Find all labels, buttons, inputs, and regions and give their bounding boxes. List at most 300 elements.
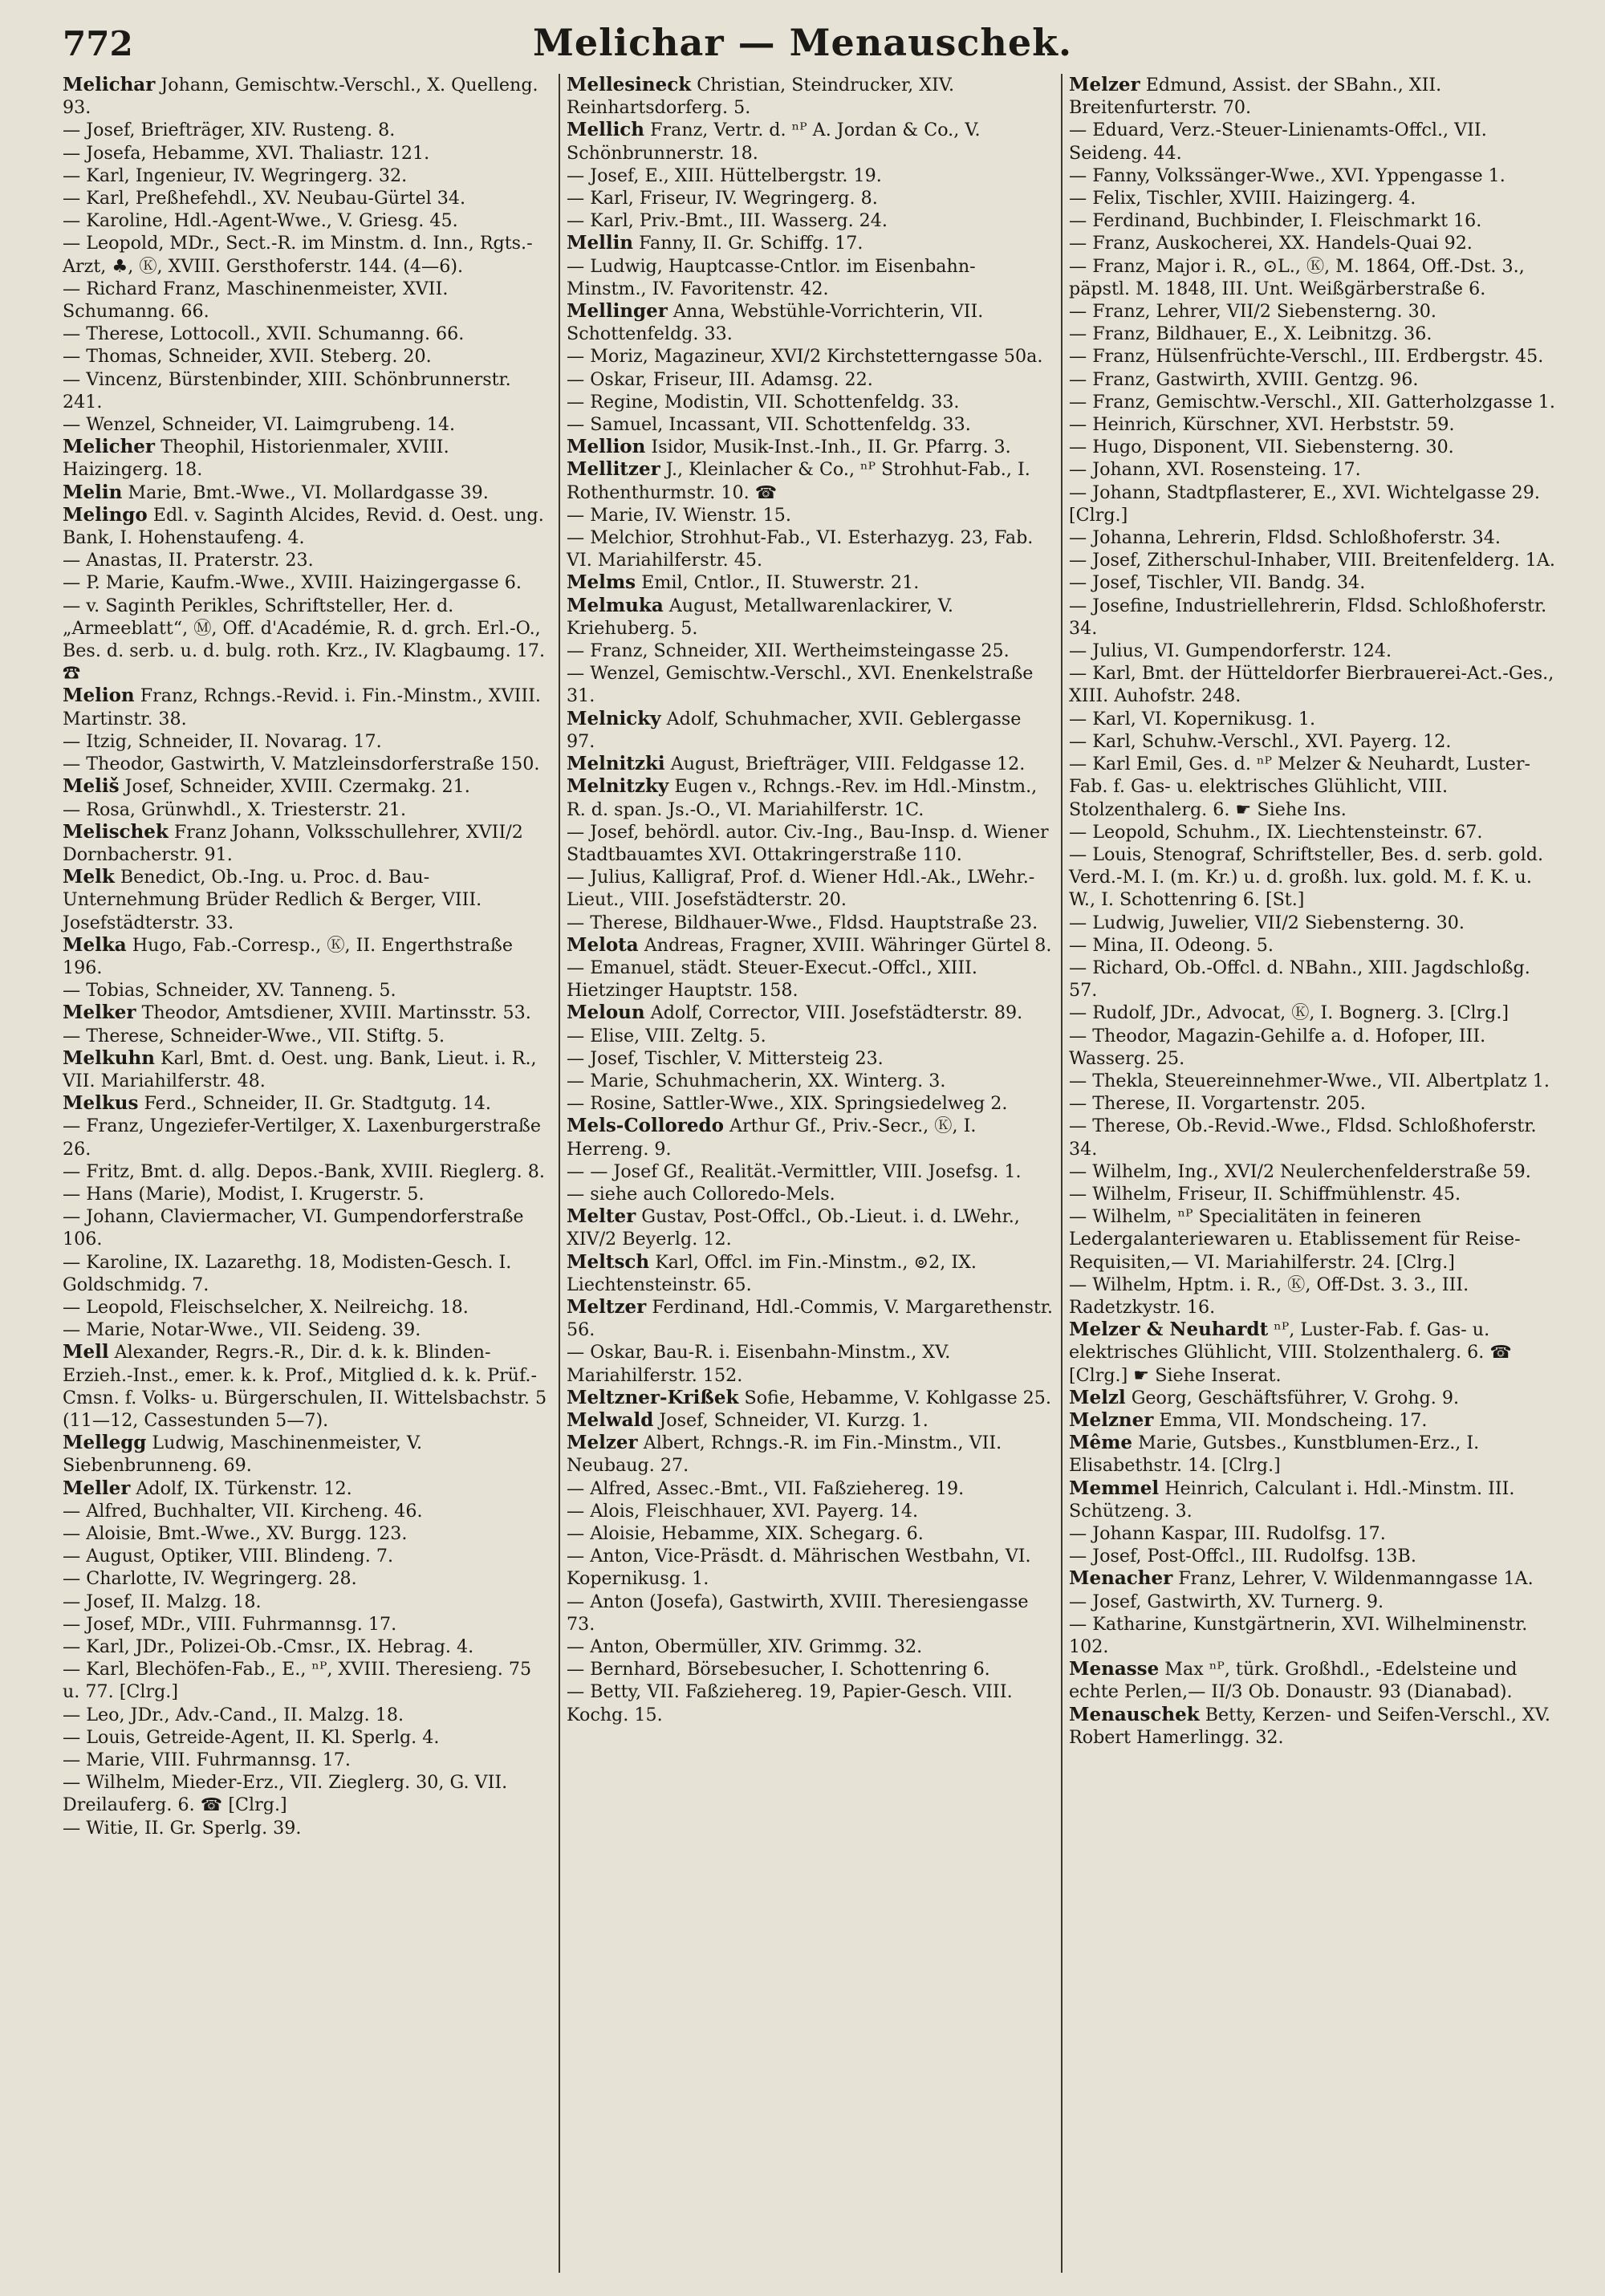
entry-text: — Rudolf, JDr., Advocat, Ⓚ, I. Bognerg. 3. [Clrg.] [1069, 1002, 1510, 1024]
entry-surname: Melingo [63, 503, 148, 526]
running-title: Melichar — Menauschek. [532, 21, 1073, 64]
directory-entry [567, 1477, 1054, 1500]
directory-entry [567, 1522, 1054, 1545]
entry-text: — Josef, MDr., VIII. Fuhrmannsg. 17. [63, 1613, 397, 1635]
entry-text: — Marie, Schuhmacherin, XX. Winterg. 3. [567, 1070, 946, 1091]
directory-entry [567, 1092, 1054, 1115]
entry-surname: Mellion [567, 436, 646, 458]
directory-entry [567, 255, 1054, 300]
entry-text: — Franz, Gastwirth, XVIII. Gentzg. 96. [1069, 368, 1419, 390]
entry-text: — Julius, VI. Gumpendorferstr. 124. [1069, 640, 1392, 662]
entry-text: Ferdinand, Hdl.-Commis, V. Margarethenstr. 56. [567, 1296, 1053, 1341]
entry-text: Georg, Geschäftsführer, V. Grohg. 9. [1125, 1387, 1460, 1408]
entry-text: — Tobias, Schneider, XV. Tanneng. 5. [63, 980, 396, 1002]
entry-text: — Karl, Schuhw.-Verschl., XVI. Payerg. 12. [1069, 730, 1452, 752]
page-number: 772 [63, 24, 133, 63]
directory-entry [567, 1115, 1054, 1160]
directory-entry [567, 1545, 1054, 1590]
entry-surname: Mellin [567, 232, 634, 254]
directory-entry [63, 1296, 552, 1319]
directory-entry [63, 549, 552, 571]
entry-text: — Johann, Claviermacher, VI. Gumpendorferstraße 106. [63, 1206, 524, 1250]
entry-surname: Melker [63, 1002, 136, 1024]
entry-surname: Melkuhn [63, 1046, 155, 1069]
entry-text: — Franz, Bildhauer, E., X. Leibnitzg. 36. [1069, 323, 1432, 345]
directory-entry [1069, 1092, 1557, 1115]
directory-entry [63, 821, 552, 866]
directory-entry [567, 912, 1054, 934]
entry-text: Josef, Schneider, VI. Kurzg. 1. [653, 1409, 928, 1431]
entry-surname: Melnicky [567, 707, 661, 729]
entry-text: — Anton, Obermüller, XIV. Grimmg. 32. [567, 1636, 923, 1658]
entry-text: — Itzig, Schneider, II. Novarag. 17. [63, 730, 382, 752]
entry-text: Ludwig, Maschinenmeister, V. Siebenbrunneng. 69. [63, 1432, 423, 1477]
entry-text: J., Kleinlacher & Co., ⁿᴾ Strohhut-Fab., I. Rothenthurmstr. 10. ☎ [567, 459, 1030, 503]
directory-entry [1069, 345, 1557, 368]
entry-surname: Melion [63, 685, 135, 707]
directory-entry [1069, 436, 1557, 458]
directory-entry [1069, 323, 1557, 345]
entry-text: Emma, VII. Mondscheing. 17. [1153, 1409, 1428, 1431]
directory-entry [1069, 1704, 1557, 1749]
directory-entry [567, 595, 1054, 640]
directory-entry [567, 640, 1054, 662]
directory-entry [567, 1025, 1054, 1047]
directory-entry [567, 1047, 1054, 1070]
entry-surname: Mellesineck [567, 74, 692, 95]
directory-entry [567, 526, 1054, 571]
directory-entry [1069, 912, 1557, 934]
directory-entry [567, 187, 1054, 209]
directory-entry [1069, 119, 1557, 164]
entry-surname: Mellinger [567, 300, 668, 323]
directory-entry [567, 413, 1054, 436]
entry-surname: Melicher [63, 436, 156, 458]
directory-entry [567, 571, 1054, 594]
entry-text: — Therese, Ob.-Revid.-Wwe., Fldsd. Schloßhoferstr. 34. [1069, 1115, 1537, 1160]
entry-surname: Mellitzer [567, 458, 660, 481]
directory-entry [567, 74, 1054, 119]
directory-entry [1069, 957, 1557, 1002]
entry-text: — Therese, Lottocoll., XVII. Schumanng. 66. [63, 323, 465, 345]
entry-surname: Melzer [567, 1432, 638, 1454]
column-right [1061, 74, 1563, 2273]
entry-text: Josef, Schneider, XVIII. Czermakg. 21. [119, 776, 470, 798]
directory-entry [1069, 1183, 1557, 1205]
directory-entry [63, 1115, 552, 1160]
entry-surname: Melnitzky [567, 775, 669, 798]
directory-entry [1069, 209, 1557, 232]
entry-text: — Hans (Marie), Modist, I. Krugerstr. 5. [63, 1183, 425, 1205]
entry-surname: Mell [63, 1341, 109, 1363]
directory-entry [63, 1341, 552, 1432]
entry-text: — Louis, Stenograf, Schriftsteller, Bes. d. serb. gold. Verd.-M. I. (m. Kr.) u. d. großh. lux. gold. M. f. K. u. W., I. Schottenring 6. [St.] [1069, 843, 1544, 911]
directory-entry [1069, 1545, 1557, 1567]
directory-entry [1069, 730, 1557, 753]
entry-text: — Aloisie, Bmt.-Wwe., XV. Burgg. 123. [63, 1523, 408, 1544]
entry-text: — Hugo, Disponent, VII. Siebensterng. 30. [1069, 437, 1454, 458]
directory-entry [1069, 232, 1557, 254]
entry-surname: Menacher [1069, 1567, 1173, 1590]
entry-text: — Heinrich, Kürschner, XVI. Herbststr. 59. [1069, 414, 1455, 436]
entry-text: Marie, Gutsbes., Kunstblumen-Erz., I. Elisabethstr. 14. [Clrg.] [1069, 1432, 1480, 1477]
directory-entry [567, 1636, 1054, 1658]
entry-text: — Anton, Vice-Präsdt. d. Mährischen Westbahn, VI. Kopernikusg. 1. [567, 1546, 1031, 1590]
entry-surname: Melzer & Neuhardt [1069, 1319, 1269, 1341]
directory-entry [1069, 1522, 1557, 1545]
directory-entry [567, 1251, 1054, 1296]
entry-text: — Anton (Josefa), Gastwirth, XVIII. Theresiengasse 73. [567, 1591, 1029, 1635]
directory-entry [63, 775, 552, 798]
entry-surname: Mels-Colloredo [567, 1115, 724, 1137]
entry-surname: Meloun [567, 1002, 645, 1024]
entry-text: — Therese, Schneider-Wwe., VII. Stiftg. 5. [63, 1025, 445, 1046]
entry-text: Marie, Bmt.-Wwe., VI. Mollardgasse 39. [122, 482, 489, 503]
directory-entry [63, 165, 552, 187]
entry-text: — v. Saginth Perikles, Schriftsteller, Her. d. „Armeeblatt“, Ⓜ, Off. d'Académie, R. d. grch. Erl.-O., Bes. d. serb. u. d. bulg. roth. Krz., IV. Klagbaumg. 17. ☎ [63, 595, 546, 685]
entry-text: — Anastas, II. Praterstr. 23. [63, 550, 314, 571]
directory-entry [63, 1591, 552, 1613]
directory-entry [1069, 74, 1557, 119]
entry-text: — Marie, Notar-Wwe., VII. Seideng. 39. [63, 1319, 421, 1341]
directory-entry [1069, 1160, 1557, 1183]
entry-surname: Même [1069, 1432, 1133, 1454]
entry-text: Emil, Cntlor., II. Stuwerstr. 21. [636, 572, 920, 594]
entry-text: — Ferdinand, Buchbinder, I. Fleischmarkt 16. [1069, 210, 1482, 232]
directory-entry [1069, 187, 1557, 209]
entry-surname: Melnitzki [567, 753, 665, 775]
directory-entry [567, 1500, 1054, 1522]
entry-text: — Therese, II. Vorgartenstr. 205. [1069, 1093, 1366, 1115]
directory-entry [1069, 1025, 1557, 1070]
entry-text: Eugen v., Rchngs.-Rev. im Hdl.-Minstm., R. d. span. Js.-O., VI. Mariahilferstr. 1C. [567, 776, 1038, 820]
directory-entry [1069, 1591, 1557, 1613]
directory-entry [63, 753, 552, 775]
entry-text: — Karl, Ingenieur, IV. Wegringerg. 32. [63, 165, 408, 186]
entry-text: — Rosine, Sattler-Wwe., XIX. Springsiedelweg 2. [567, 1093, 1008, 1115]
directory-entry [63, 368, 552, 413]
directory-entry [1069, 1115, 1557, 1160]
directory-entry [567, 1432, 1054, 1477]
entry-text: — Karl Emil, Ges. d. ⁿᴾ Melzer & Neuhardt, Luster-Fab. f. Gas- u. elektrisches Glühlicht, VIII. Stolzenthalerg. 6. ☛ Siehe Ins. [1069, 754, 1531, 820]
entry-text: — Katharine, Kunstgärtnerin, XVI. Wilhelminenstr. 102. [1069, 1613, 1528, 1658]
entry-text: — Oskar, Bau-R. i. Eisenbahn-Minstm., XV. Mariahilferstr. 152. [567, 1342, 951, 1386]
directory-entry [1069, 1567, 1557, 1590]
entry-text: Andreas, Fragner, XVIII. Währinger Gürtel 8. [638, 934, 1052, 956]
entry-surname: Meliš [63, 775, 120, 798]
entry-text: August, Metallwarenlackirer, V. Kriehuberg. 5. [567, 595, 953, 639]
directory-entry [1069, 843, 1557, 912]
entry-surname: Melkus [63, 1092, 139, 1115]
directory-entry [63, 1771, 552, 1816]
directory-entry [567, 436, 1054, 458]
entry-text: — Johann Kaspar, III. Rudolfsg. 17. [1069, 1523, 1386, 1544]
entry-text: Benedict, Ob.-Ing. u. Proc. d. Bau-Unternehmung Brüder Redlich & Berger, VIII. Josefstädterstr. 33. [63, 867, 482, 933]
entry-text: Edl. v. Saginth Alcides, Revid. d. Oest. ung. Bank, I. Hohenstaufeng. 4. [63, 504, 544, 549]
entry-text: — Karl, Blechöfen-Fab., E., ⁿᴾ, XVIII. Theresieng. 75 u. 77. [Clrg.] [63, 1659, 532, 1703]
entry-text: Gustav, Post-Offcl., Ob.-Lieut. i. d. LWehr., XIV/2 Beyerlg. 12. [567, 1206, 1020, 1250]
directory-entry [1069, 595, 1557, 640]
entry-text: — Wilhelm, Mieder-Erz., VII. Zieglerg. 30, G. VII. Dreilauferg. 6. ☎ [Clrg.] [63, 1772, 508, 1816]
directory-entry [63, 504, 552, 549]
directory-entry [1069, 458, 1557, 481]
entry-surname: Meltsch [567, 1250, 650, 1273]
directory-entry [567, 1387, 1054, 1409]
entry-text: — Theodor, Gastwirth, V. Matzleinsdorferstraße 150. [63, 754, 540, 775]
directory-entry [567, 458, 1054, 503]
directory-entry [1069, 821, 1557, 843]
entry-surname: Menasse [1069, 1658, 1160, 1680]
entry-text: — Karl, VI. Kopernikusg. 1. [1069, 708, 1316, 729]
entry-surname: Melzer [1069, 74, 1140, 95]
entry-surname: Meltzer [567, 1295, 647, 1318]
directory-entry [1069, 934, 1557, 957]
entry-text: — Leopold, Schuhm., IX. Liechtensteinstr. 67. [1069, 821, 1483, 843]
entry-text: — Ludwig, Juwelier, VII/2 Siebensterng. 30. [1069, 912, 1465, 933]
directory-entry [63, 934, 552, 979]
directory-entry [63, 187, 552, 209]
directory-entry [567, 1409, 1054, 1432]
directory-entry [1069, 482, 1557, 526]
directory-entry [567, 300, 1054, 345]
entry-text: — Alfred, Assec.-Bmt., VII. Faßziehereg. 19. [567, 1477, 965, 1499]
entry-text: — Theodor, Magazin-Gehilfe a. d. Hofoper, III. Wasserg. 25. [1069, 1025, 1486, 1069]
entry-text: — Karl, Preßhefehdl., XV. Neubau-Gürtel 34. [63, 188, 466, 209]
directory-entry [567, 1183, 1054, 1205]
directory-entry [1069, 165, 1557, 187]
directory-entry [567, 1160, 1054, 1183]
entry-text: — Mina, II. Odeong. 5. [1069, 934, 1274, 956]
directory-entry [63, 1251, 552, 1296]
entry-surname: Melka [63, 933, 127, 956]
directory-entry [63, 571, 552, 594]
entry-text: — Karoline, Hdl.-Agent-Wwe., V. Griesg. 45. [63, 210, 458, 232]
entry-text: — Vincenz, Bürstenbinder, XIII. Schönbrunnerstr. 241. [63, 368, 511, 412]
directory-entry [63, 866, 552, 934]
directory-entry [1069, 255, 1557, 300]
directory-entry [63, 1545, 552, 1567]
entry-text: — Elise, VIII. Zeltg. 5. [567, 1025, 766, 1046]
entry-text: — Franz, Schneider, XII. Wertheimsteingasse 25. [567, 640, 1010, 662]
directory-entry [63, 1047, 552, 1092]
directory-entry [1069, 1613, 1557, 1658]
directory-entry [63, 74, 552, 119]
entry-text: Alexander, Regrs.-R., Dir. d. k. k. Blinden-Erzieh.-Inst., emer. k. k. Prof., Mitglied d. k. k. Prüf.-Cmsn. f. Volks- u. Bürgerschulen, II. Wittelsbachstr. 5 (11—12, Cassestunden 5—7). [63, 1342, 547, 1431]
entry-text: — Melchior, Strohhut-Fab., VI. Esterhazyg. 23, Fab. VI. Mariahilferstr. 45. [567, 527, 1034, 571]
directory-entry [63, 1160, 552, 1183]
entry-text: Heinrich, Calculant i. Hdl.-Minstm. III. Schützeng. 3. [1069, 1477, 1515, 1522]
entry-text: — Wenzel, Gemischtw.-Verschl., XVI. Enenkelstraße 31. [567, 663, 1034, 707]
directory-entry [567, 866, 1054, 911]
entry-text: Adolf, IX. Türkenstr. 12. [130, 1477, 352, 1499]
entry-text: — Franz, Lehrer, VII/2 Siebensterng. 30. [1069, 301, 1436, 323]
directory-entry [63, 595, 552, 685]
directory-entry [567, 708, 1054, 753]
entry-text: — Johann, Stadtpflasterer, E., XVI. Wichtelgasse 29. [Clrg.] [1069, 482, 1540, 526]
entry-text: — P. Marie, Kaufm.-Wwe., XVIII. Haizingergasse 6. [63, 572, 522, 594]
entry-text: — Wilhelm, Ing., XVI/2 Neulerchenfelderstraße 59. [1069, 1160, 1531, 1182]
entry-text: Christian, Steindrucker, XIV. Reinhartsdorferg. 5. [567, 75, 954, 119]
directory-entry [63, 436, 552, 481]
entry-text: Fanny, II. Gr. Schiffg. 17. [633, 233, 863, 254]
directory-entry [1069, 413, 1557, 436]
directory-entry [1069, 1205, 1557, 1274]
directory-entry [63, 1749, 552, 1771]
entry-text: — Wilhelm, ⁿᴾ Specialitäten in feineren Ledergalanteriewaren u. Etablissement für Reise-Requisiten,— VI. Mariahilferstr. 24. [Clrg.] [1069, 1206, 1521, 1273]
entry-text: — Wilhelm, Hptm. i. R., Ⓚ, Off-Dst. 3. 3., III. Radetzkystr. 16. [1069, 1274, 1469, 1318]
directory-entry [1069, 662, 1557, 707]
entry-text: — Leo, JDr., Adv.-Cand., II. Malzg. 18. [63, 1704, 404, 1725]
directory-entry [1069, 1319, 1557, 1387]
directory-entry [567, 165, 1054, 187]
entry-text: — Josef, Post-Offcl., III. Rudolfsg. 13B. [1069, 1546, 1416, 1567]
directory-entry [567, 753, 1054, 775]
directory-entry [63, 1704, 552, 1726]
entry-text: — Marie, VIII. Fuhrmannsg. 17. [63, 1749, 351, 1771]
directory-entry [63, 119, 552, 141]
column-left [56, 74, 559, 2273]
directory-columns [56, 74, 1565, 2273]
directory-entry [1069, 1477, 1557, 1522]
entry-surname: Melzl [1069, 1386, 1126, 1408]
entry-surname: Melischek [63, 820, 169, 843]
directory-entry [1069, 549, 1557, 571]
directory-entry [567, 662, 1054, 707]
directory-entry [63, 1205, 552, 1250]
entry-text: — Johann, XVI. Rosensteing. 17. [1069, 459, 1361, 481]
entry-text: — Franz, Auskocherei, XX. Handels-Quai 92. [1069, 233, 1473, 254]
entry-text: — Franz, Hülsenfrüchte-Verschl., III. Erdbergstr. 45. [1069, 346, 1544, 368]
directory-entry [1069, 1658, 1557, 1703]
directory-entry [63, 799, 552, 821]
entry-text: — Oskar, Friseur, III. Adamsg. 22. [567, 368, 873, 390]
entry-text: Isidor, Musik-Inst.-Inh., II. Gr. Pfarrg. 3. [645, 437, 1011, 458]
directory-entry [567, 368, 1054, 391]
entry-text: — — Josef Gf., Realität.-Vermittler, VIII. Josefsg. 1. [567, 1160, 1022, 1182]
entry-text: — Franz, Major i. R., ⊙L., Ⓚ, M. 1864, Off.-Dst. 3., päpstl. M. 1848, III. Unt. Weißgärberstraße 6. [1069, 255, 1525, 299]
entry-text: — Karl, Priv.-Bmt., III. Wasserg. 24. [567, 210, 888, 232]
directory-entry [63, 979, 552, 1002]
directory-entry [567, 232, 1054, 254]
entry-text: — siehe auch Colloredo-Mels. [567, 1183, 835, 1205]
directory-entry [63, 1477, 552, 1500]
directory-entry [63, 1002, 552, 1024]
directory-entry [63, 1636, 552, 1658]
directory-entry [63, 1726, 552, 1749]
directory-entry [567, 934, 1054, 957]
entry-text: Sofie, Hebamme, V. Kohlgasse 25. [738, 1387, 1051, 1408]
entry-text: — Karl, Bmt. der Hütteldorfer Bierbrauerei-Act.-Ges., XIII. Auhofstr. 248. [1069, 663, 1554, 707]
entry-text: — Leopold, Fleischselcher, X. Neilreichg. 18. [63, 1296, 469, 1318]
entry-text: — Karoline, IX. Lazarethg. 18, Modisten-Gesch. I. Goldschmidg. 7. [63, 1251, 512, 1295]
directory-entry [1069, 1070, 1557, 1092]
directory-entry [567, 1070, 1054, 1092]
entry-text: — Thomas, Schneider, XVII. Steberg. 20. [63, 346, 432, 368]
entry-surname: Menauschek [1069, 1703, 1200, 1725]
directory-entry [63, 345, 552, 368]
entry-text: Theophil, Historienmaler, XVIII. Haizingerg. 18. [63, 437, 449, 481]
directory-entry [567, 1341, 1054, 1386]
directory-entry [567, 1296, 1054, 1341]
directory-entry [1069, 1409, 1557, 1432]
entry-text: Anna, Webstühle-Vorrichterin, VII. Schottenfeldg. 33. [567, 301, 984, 345]
entry-text: — Fritz, Bmt. d. allg. Depos.-Bank, XVIII. Rieglerg. 8. [63, 1160, 545, 1182]
entry-text: — Felix, Tischler, XVIII. Haizingerg. 4. [1069, 188, 1416, 209]
directory-entry [1069, 640, 1557, 662]
directory-entry [567, 391, 1054, 413]
directory-entry [63, 278, 552, 323]
entry-text: ⁿᴾ, Luster-Fab. f. Gas- u. elektrisches Glühlicht, VIII. Stolzenthalerg. 6. ☎ [Clrg.] ☛ Siehe Inserat. [1069, 1319, 1512, 1386]
directory-entry [63, 1817, 552, 1839]
directory-entry [63, 1092, 552, 1115]
entry-text: Hugo, Fab.-Corresp., Ⓚ, II. Engerthstraße 196. [63, 934, 513, 978]
entry-text: — Julius, Kalligraf, Prof. d. Wiener Hdl.-Ak., LWehr.-Lieut., VIII. Josefstädterstr. 20. [567, 867, 1035, 911]
directory-entry [1069, 368, 1557, 391]
entry-text: Edmund, Assist. der SBahn., XII. Breitenfurterstr. 70. [1069, 75, 1442, 119]
entry-text: — Josef, Zitherschul-Inhaber, VIII. Breitenfelderg. 1A. [1069, 550, 1555, 571]
directory-entry [567, 119, 1054, 164]
directory-entry [567, 504, 1054, 526]
directory-entry [1069, 753, 1557, 821]
directory-entry [567, 1658, 1054, 1680]
entry-text: Theodor, Amtsdiener, XVIII. Martinsstr. 53. [136, 1002, 531, 1024]
entry-text: — Josef, E., XIII. Hüttelbergstr. 19. [567, 165, 882, 186]
entry-surname: Meltzner-Krißek [567, 1386, 739, 1408]
entry-text: — Josef, II. Malzg. 18. [63, 1591, 262, 1612]
directory-entry [567, 345, 1054, 368]
entry-text: Johann, Gemischtw.-Verschl., X. Quelleng. 93. [63, 75, 538, 119]
entry-text: Franz, Rchngs.-Revid. i. Fin.-Minstm., XVIII. Martinstr. 38. [63, 685, 541, 729]
directory-entry [63, 1500, 552, 1522]
entry-text: Ferd., Schneider, II. Gr. Stadtgutg. 14. [138, 1093, 491, 1115]
entry-text: — Franz, Gemischtw.-Verschl., XII. Gatterholzgasse 1. [1069, 391, 1555, 412]
entry-text: — Thekla, Steuereinnehmer-Wwe., VII. Albertplatz 1. [1069, 1070, 1550, 1091]
directory-entry [63, 1613, 552, 1636]
entry-text: Karl, Bmt. d. Oest. ung. Bank, Lieut. i. R., VII. Mariahilferstr. 48. [63, 1047, 537, 1091]
entry-text: — Johanna, Lehrerin, Fldsd. Schloßhoferstr. 34. [1069, 527, 1501, 549]
directory-entry [567, 1205, 1054, 1250]
entry-surname: Mellich [567, 119, 645, 141]
entry-surname: Meller [63, 1477, 131, 1499]
directory-entry [1069, 1002, 1557, 1024]
entry-text: Adolf, Corrector, VIII. Josefstädterstr. 89. [644, 1002, 1023, 1024]
directory-entry [63, 209, 552, 232]
entry-surname: Melzner [1069, 1408, 1154, 1431]
entry-text: — Josef, Tischler, VII. Bandg. 34. [1069, 572, 1366, 594]
entry-surname: Melter [567, 1205, 636, 1228]
entry-text: — Josefa, Hebamme, XVI. Thaliastr. 121. [63, 142, 430, 164]
directory-entry [1069, 1387, 1557, 1409]
directory-entry [63, 685, 552, 729]
entry-text: — Therese, Bildhauer-Wwe., Fldsd. Hauptstraße 23. [567, 912, 1038, 933]
entry-surname: Melwald [567, 1408, 654, 1431]
entry-text: — Karl, Friseur, IV. Wegringerg. 8. [567, 188, 878, 209]
column-middle [559, 74, 1061, 2273]
entry-text: — Charlotte, IV. Wegringerg. 28. [63, 1568, 357, 1590]
entry-text: — Alois, Fleischhauer, XVI. Payerg. 14. [567, 1500, 919, 1522]
directory-entry [567, 1680, 1054, 1725]
entry-text: Arthur Gf., Priv.-Secr., Ⓚ, I. Herreng. 9. [567, 1115, 977, 1160]
entry-text: — Wenzel, Schneider, VI. Laimgrubeng. 14. [63, 414, 456, 436]
directory-entry [567, 1002, 1054, 1024]
entry-surname: Melk [63, 866, 115, 888]
directory-entry [1069, 571, 1557, 594]
entry-surname: Melichar [63, 74, 156, 95]
entry-text: — Emanuel, städt. Steuer-Execut.-Offcl., XIII. Hietzinger Hauptstr. 158. [567, 957, 977, 1002]
entry-text: — August, Optiker, VIII. Blindeng. 7. [63, 1546, 394, 1567]
entry-text: — Eduard, Verz.-Steuer-Linienamts-Offcl., VII. Seideng. 44. [1069, 120, 1487, 164]
entry-text: — Josef, Tischler, V. Mittersteig 23. [567, 1047, 884, 1069]
